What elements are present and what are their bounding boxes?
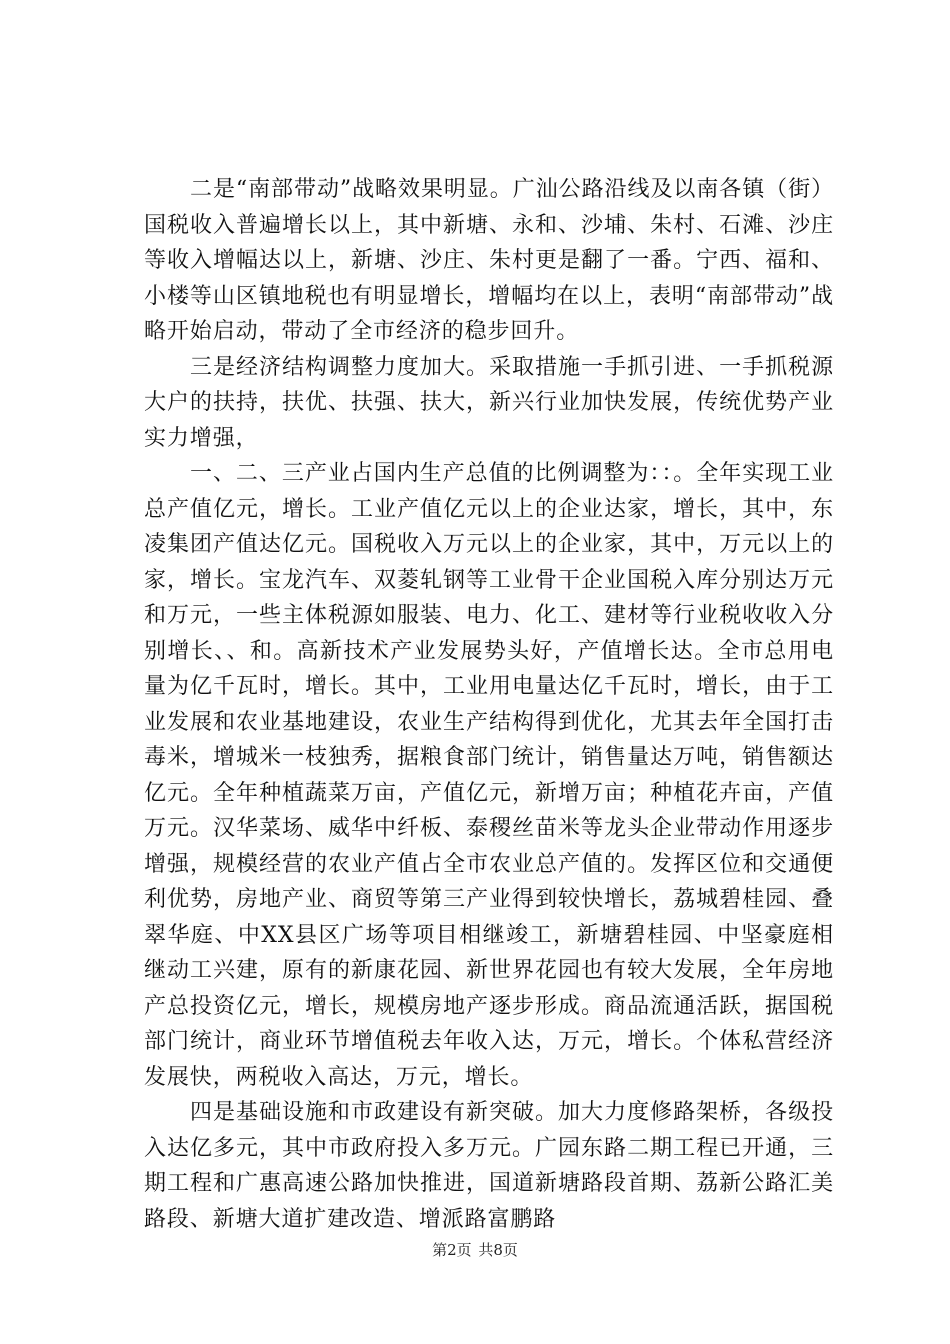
total-pages: 共8页 bbox=[478, 1241, 518, 1259]
document-body bbox=[144, 172, 834, 1237]
page-footer bbox=[0, 1240, 950, 1260]
paragraph-infrastructure: 四是基础设施和市政建设有新突破。加大力度修路架桥，各级投入达亿多元，其中市政府投入多万元。广园东路二期工程已开通，三期工程和广惠高速公路加快推进，国道新塘路段首期、荔新公路汇美路段、新塘大道扩建改造、增派路富鹏路 bbox=[144, 1100, 834, 1232]
paragraph-industry-ratio: 一、二、三产业占国内生产总值的比例调整为：：。全年实现工业总产值亿元，增长。工业产值亿元以上的企业达家，增长，其中，东凌集团产值达亿元。国税收入万元以上的企业家，其中，万元以上的家，增长。宝龙汽车、双菱轧钢等工业骨干企业国税入库分别达万元和万元，一些主体税源如服装、电力、化工、建材等行业税收收入分别增长、、和。高新技术产业发展势头好，产值增长达。全市总用电量为亿千瓦时，增长。其中，工业用电量达亿千瓦时，增长，由于工业发展和农业基地建设，农业生产结构得到优化，尤其去年全国打击毒米，增城米一枝独秀，据粮食部门统计，销售量达万吨，销售额达亿元。全年种植蔬菜万亩，产值亿元，新增万亩；种植花卉亩，产值万元。汉华菜场、威华中纤板、泰稷丝苗米等龙头企业带动作用逐步增强，规模经营的农业产值占全市农业总产值的。发挥区位和交通便利优势，房地产业、商贸等第三产业得到较快增长，荔城碧桂园、叠翠华庭、中XX县区广场等项目相继竣工，新塘碧桂园、中坚豪庭相继动工兴建，原有的新康花园、新世界花园也有较大发展，全年房地产总投资亿元，增长，规模房地产逐步形成。商品流通活跃，据国税部门统计，商业环节增值税去年收入达，万元，增长。个体私营经济发展快，两税收入高达，万元，增长。 bbox=[144, 461, 834, 1090]
page-number: 第2页 bbox=[432, 1241, 472, 1259]
paragraph-structure-adjustment: 三是经济结构调整力度加大。采取措施一手抓引进、一手抓税源大户的扶持，扶优、扶强、扶大，新兴行业加快发展，传统优势产业实力增强， bbox=[144, 354, 834, 451]
paragraph-south-strategy: 二是“南部带动”战略效果明显。广汕公路沿线及以南各镇（街）国税收入普遍增长以上，其中新塘、永和、沙埔、朱村、石滩、沙庄等收入增幅达以上，新塘、沙庄、朱村更是翻了一番。宁西、福和、小楼等山区镇地税也有明显增长，增幅均在以上，表明“南部带动”战略开始启动，带动了全市经济的稳步回升。 bbox=[144, 177, 834, 344]
